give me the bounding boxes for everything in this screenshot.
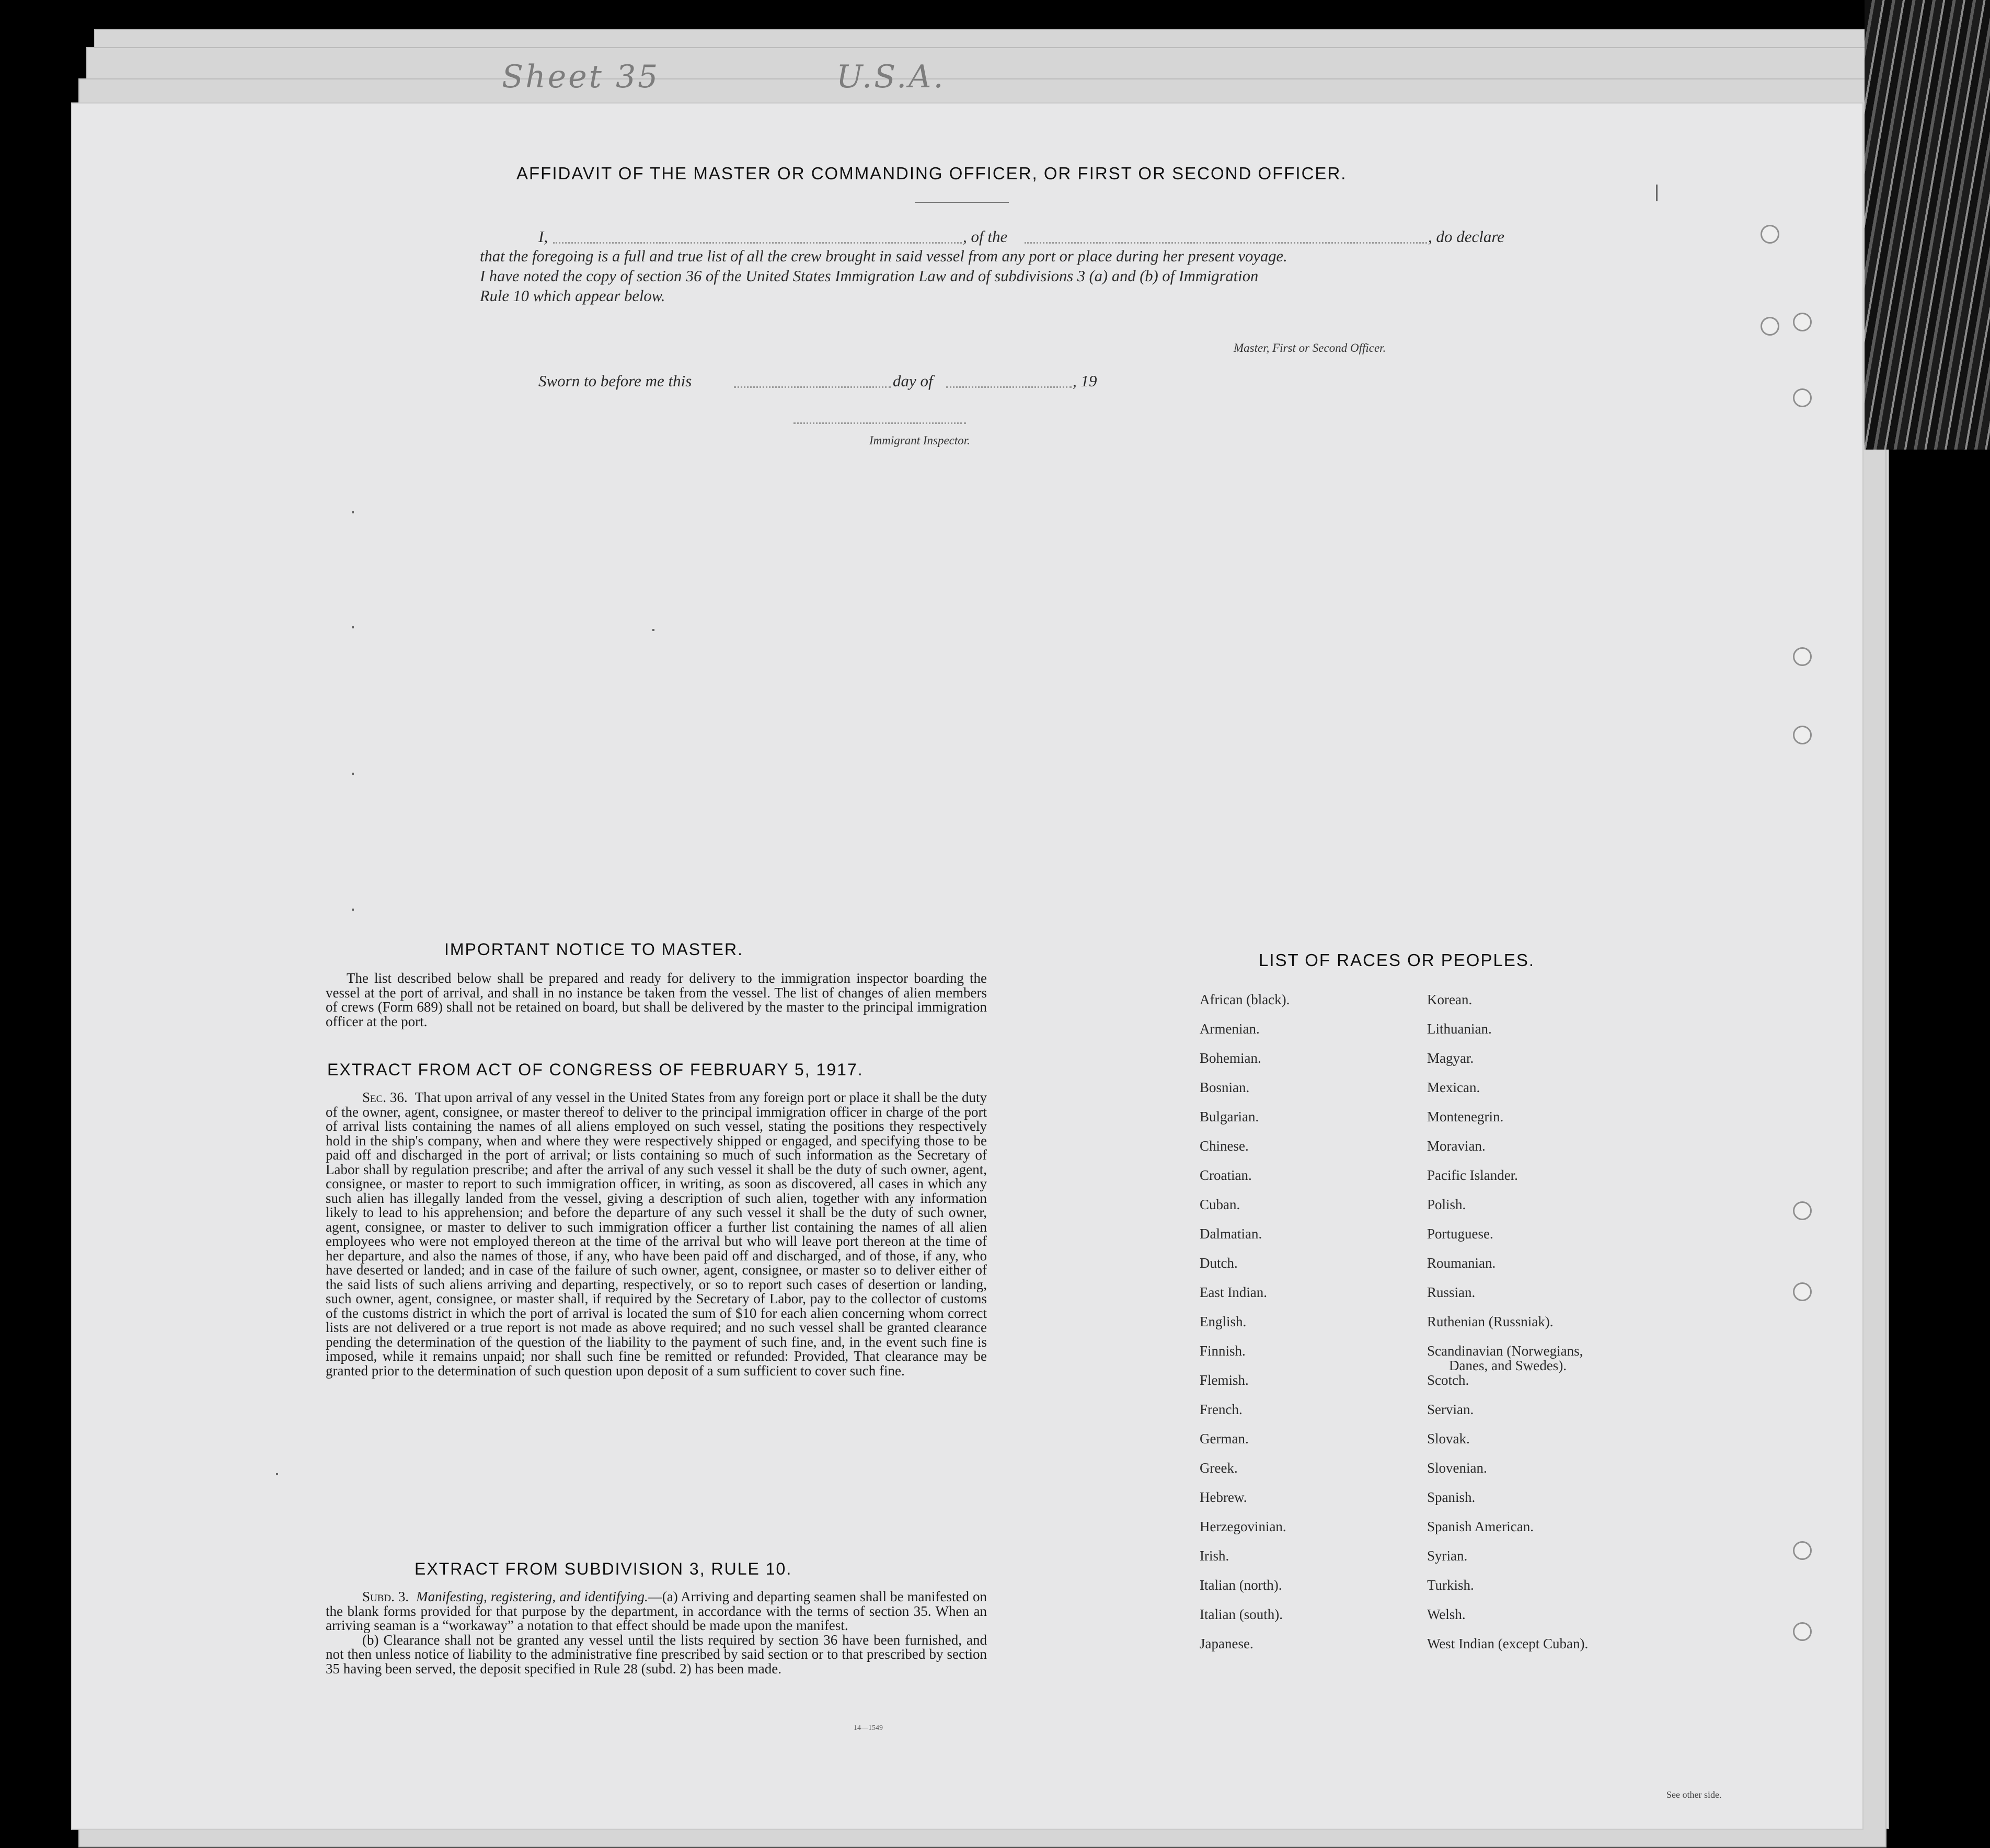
margin-mark <box>352 773 354 775</box>
punch-hole-icon <box>1793 388 1812 407</box>
subdivision-label: Subd. 3. <box>362 1589 409 1604</box>
margin-mark <box>352 626 354 628</box>
races-column-1 <box>1200 992 1290 1666</box>
margin-mark <box>1656 185 1658 201</box>
notice-paragraph: The list described below shall be prepared and ready for delivery to the immigration inspector boarding the vessel at the port of arrival, and shall in no instance be taken from the vessel. The list of changes of alien members of crews (Form 689) shall not be retained on board, but shall be delivered by the master to the principal immigration officer at the port. <box>326 970 987 1029</box>
race-item: Magyar. <box>1427 1050 1474 1066</box>
affidavit-line-3: I have noted the copy of section 36 of the United States Immigration Law and of subdivisions 3 (a) and (b) of Immigration <box>480 267 1259 285</box>
extract-act-title: EXTRACT FROM ACT OF CONGRESS OF FEBRUARY 5, 1917. <box>327 1060 864 1079</box>
inspector-signature-line <box>793 422 966 424</box>
punch-hole-icon <box>1793 1622 1812 1641</box>
race-item: German. <box>1200 1431 1249 1447</box>
notice-text <box>326 971 987 1029</box>
race-item: Lithuanian. <box>1427 1021 1492 1037</box>
extract-act-text <box>326 1091 987 1378</box>
race-item: French. <box>1200 1402 1243 1417</box>
race-item: Japanese. <box>1200 1636 1253 1651</box>
sworn-prefix: Sworn to before me this <box>538 372 692 390</box>
subdivision-b-text: (b) Clearance shall not be granted any vessel until the lists required by section 36 have been furnished, and not then unless notice of liability to the administrative fine prescribed by said section or to that prescribed by section 35 having been served, the deposit specified in Rule 28 (subd. 2) has been made. <box>326 1632 987 1677</box>
punch-hole-icon <box>1793 1201 1812 1220</box>
affidavit-declare-suffix: , do declare <box>1428 227 1505 246</box>
affidavit-title: AFFIDAVIT OF THE MASTER OR COMMANDING OFFICER, OR FIRST OR SECOND OFFICER. <box>516 164 1347 183</box>
month-blank-line <box>946 386 1072 388</box>
race-item: Servian. <box>1427 1402 1474 1417</box>
races-column-2 <box>1427 992 1588 1666</box>
section-label: Sec. 36. <box>362 1089 408 1105</box>
race-item: Scandinavian (Norwegians, <box>1427 1343 1583 1359</box>
vessel-blank-line <box>1025 242 1427 244</box>
race-item: Portuguese. <box>1427 1226 1493 1242</box>
handwritten-sheet-number: Sheet 35 <box>502 59 660 95</box>
race-item: Herzegovinian. <box>1200 1519 1286 1534</box>
punch-hole-icon <box>1793 1282 1812 1301</box>
race-item: Bosnian. <box>1200 1080 1250 1095</box>
torn-page-edge <box>1865 0 1990 450</box>
race-item: Italian (north). <box>1200 1577 1282 1593</box>
race-item: Armenian. <box>1200 1021 1260 1037</box>
punch-hole-icon <box>1793 1541 1812 1560</box>
race-item: Dalmatian. <box>1200 1226 1262 1242</box>
race-item: Irish. <box>1200 1548 1229 1564</box>
handwritten-country: U.S.A. <box>836 59 946 95</box>
race-item: Hebrew. <box>1200 1489 1247 1505</box>
punch-hole-icon <box>1793 647 1812 666</box>
edge-note: See other side. <box>1666 1789 1722 1800</box>
race-item: Dutch. <box>1200 1255 1238 1271</box>
race-item: Cuban. <box>1200 1197 1240 1212</box>
race-item: Mexican. <box>1427 1080 1480 1095</box>
race-item: Croatian. <box>1200 1167 1252 1183</box>
race-item: Polish. <box>1427 1197 1466 1212</box>
race-item-scandinavian <box>1427 1344 1588 1373</box>
races-title: LIST OF RACES OR PEOPLES. <box>1259 950 1535 970</box>
form-number: 14—1549 <box>854 1724 883 1732</box>
race-item: Welsh. <box>1427 1606 1466 1622</box>
name-blank-line <box>553 242 962 244</box>
punch-hole-icon <box>1793 726 1812 744</box>
race-item: West Indian (except Cuban). <box>1427 1636 1589 1651</box>
sworn-year: , 19 <box>1073 372 1097 390</box>
race-item: Chinese. <box>1200 1138 1249 1154</box>
race-item: African (black). <box>1200 992 1290 1007</box>
title-divider <box>915 202 1009 203</box>
document-page <box>72 104 1862 1829</box>
margin-mark <box>276 1473 278 1475</box>
extract-rule-title: EXTRACT FROM SUBDIVISION 3, RULE 10. <box>415 1559 792 1578</box>
race-item: Turkish. <box>1427 1577 1474 1593</box>
race-item: Scotch. <box>1427 1372 1469 1388</box>
punch-hole-icon <box>1761 225 1779 244</box>
race-item: Montenegrin. <box>1427 1109 1504 1124</box>
race-item: Korean. <box>1427 992 1473 1007</box>
punch-hole-icon <box>1761 317 1779 336</box>
race-item-continuation: Danes, and Swedes). <box>1449 1358 1567 1373</box>
race-item: East Indian. <box>1200 1284 1267 1300</box>
affidavit-declare-prefix: I, <box>538 227 548 246</box>
race-item: Bohemian. <box>1200 1050 1261 1066</box>
subdivision-heading: Manifesting, registering, and identifying. <box>416 1589 648 1604</box>
race-item: Flemish. <box>1200 1372 1249 1388</box>
affidavit-line-4: Rule 10 which appear below. <box>480 287 665 305</box>
affidavit-declare-middle: , of the <box>963 227 1008 246</box>
race-item: Roumanian. <box>1427 1255 1496 1271</box>
punch-hole-icon <box>1793 313 1812 331</box>
race-item: Ruthenian (Russniak). <box>1427 1314 1554 1329</box>
signature-caption: Master, First or Second Officer. <box>1234 341 1386 354</box>
race-item: Pacific Islander. <box>1427 1167 1518 1183</box>
inspector-caption: Immigrant Inspector. <box>869 434 970 447</box>
section-36-text: That upon arrival of any vessel in the United States from any foreign port or place it shall be the duty of the owner, agent, consignee, or master thereof to deliver to the principal immigration officer in charge of the port of arrival lists containing the names of all aliens employed on such vessel, stating the positions they respectively hold in the ship's company, when and where they were respectively shipped or engaged, and specifying those to be paid off and discharged in the port of arrival; or lists containing so much of such information as the Secretary of Labor shall by regulation prescribe; and after the arrival of any such vessel it shall be the duty of such owner, agent, consignee, or master to report to such immigration officer, in writing, as soon as discovered, all cases in which any such alien has illegally landed from the vessel, giving a description of such alien, together with any information likely to lead to his apprehension; and before the departure of any such vessel it shall be the duty of such owner, agent, consignee, or master to deliver to such immigration officer a further list containing the names of all alien employees who were not employed thereon at the time of the arrival but who will leave port thereon at the time of her departure, and also the names of those, if any, who have been paid off and discharged, and of those, if any, who have deserted or landed; and in case of the failure of such owner, agent, consignee, or master so to deliver either of the said lists of such aliens arriving and departing, respectively, or so to report such cases of desertion or landing, such owner, agent, consignee, or master shall, if required by the Secretary of Labor, pay to the collector of customs of the customs district in which the port of arrival is located the sum of $10 for each alien concerning whom correct lists are not delivered or a true report is not made as above required; and no such vessel shall be granted clearance pending the determination of the question of the liability to the payment of such fine, and, in the event such fine is imposed, while it remains unpaid; nor shall such fine be remitted or refunded: Provided, That clearance may be granted prior to the determination of such question upon deposit of a sum sufficient to cover such fine. <box>326 1089 987 1379</box>
extract-rule-text <box>326 1590 987 1676</box>
notice-title: IMPORTANT NOTICE TO MASTER. <box>444 940 743 959</box>
subdivision-a-text: —(a) Arriving and departing seamen shall be manifested on the blank forms provided for that purpose by the department, in accordance with the terms of section 35. When an arriving seaman is a “workaway” a notation to that effect should be made upon the manifest. <box>326 1589 987 1633</box>
race-item: Slovak. <box>1427 1431 1470 1447</box>
day-blank-line <box>734 386 891 388</box>
margin-mark <box>652 629 654 631</box>
race-item: Spanish American. <box>1427 1519 1534 1534</box>
race-item: English. <box>1200 1314 1247 1329</box>
race-item: Italian (south). <box>1200 1606 1283 1622</box>
affidavit-line-2: that the foregoing is a full and true list of all the crew brought in said vessel from any port or place during her present voyage. <box>480 247 1287 265</box>
race-item: Greek. <box>1200 1460 1238 1476</box>
sworn-middle: day of <box>893 372 933 390</box>
race-item: Syrian. <box>1427 1548 1468 1564</box>
race-item: Russian. <box>1427 1284 1476 1300</box>
race-item: Slovenian. <box>1427 1460 1487 1476</box>
race-item: Finnish. <box>1200 1343 1246 1359</box>
race-item: Spanish. <box>1427 1489 1476 1505</box>
race-item: Bulgarian. <box>1200 1109 1259 1124</box>
margin-mark <box>352 909 354 911</box>
margin-mark <box>352 511 354 513</box>
race-item: Moravian. <box>1427 1138 1486 1154</box>
